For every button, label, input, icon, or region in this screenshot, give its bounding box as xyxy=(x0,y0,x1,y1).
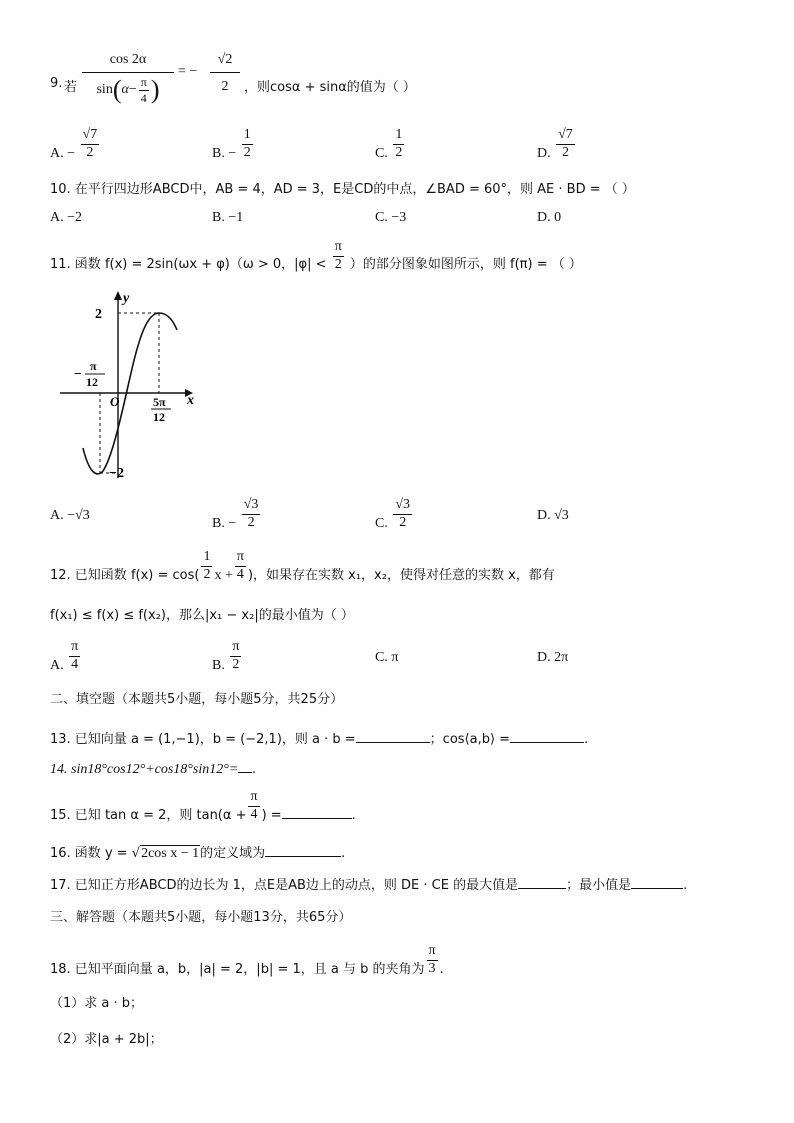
q12-option-b: B. $\frac{\pi}{2}$ xyxy=(212,639,240,674)
q17-text: 17. 已知正方形ABCD的边长为 1，点E是AB边上的动点，则 DE · CE 的最大值是 ；最小值是 . xyxy=(50,878,688,893)
q9-option-b: B. − $\frac{1}{2}$ xyxy=(212,127,251,162)
q9-lead: 若 xyxy=(64,80,78,95)
q9-rhs-fraction: √2 2 xyxy=(210,52,240,95)
origin-label: O xyxy=(110,394,120,409)
q10-options xyxy=(50,210,750,232)
q9-lhs-denominator: sin(α− $\frac{\pi}{4}$ ) xyxy=(96,74,160,105)
q12-line1: 12. 已知函数 f(x) = cos( $\frac{1}{2}$ x + $\frac{\pi}{4}$ )，如果存在实数 x₁，x₂，使得对任意的实数 x，都有 xyxy=(50,549,555,583)
q17-blank-2[interactable] xyxy=(631,888,683,889)
left-mark-sign: − xyxy=(74,367,82,382)
q11-option-b: B. − $\frac{√3}{2}$ xyxy=(212,497,259,532)
q18-text: 18. 已知平面向量 a，b，|a| = 2，|b| = 1，且 a 与 b 的夹角为 $\frac{\pi}{3}$ . xyxy=(50,943,444,977)
q11-graph xyxy=(55,288,205,488)
q13-blank-1[interactable] xyxy=(356,742,430,743)
q11-text: 11. 函数 f(x) = 2sin(ωx + φ)（ω > 0，|φ| < $\frac{\pi}{2}$ ）的部分图象如图所示，则 f(π) = （ ） xyxy=(50,239,582,272)
q10-option-a: A. −2 xyxy=(50,210,83,225)
q15-text: 15. 已知 tan α = 2，则 tan(α + $\frac{\pi}{4}$ ) = . xyxy=(50,789,356,823)
q9-tail: ，则cosα + sinα的值为（ ） xyxy=(244,80,416,95)
q9-equals: = − xyxy=(178,64,198,79)
right-mark-den: 12 xyxy=(153,410,165,424)
q12-option-d: D. 2π xyxy=(537,650,569,665)
q9-number: 9. xyxy=(50,76,63,91)
q13-text: 13. 已知向量 a = (1,−1)，b = (−2,1)，则 a · b = ；cos⟨a,b⟩ = . xyxy=(50,732,589,747)
q18-part-2: （2）求|a + 2b|； xyxy=(50,1032,163,1047)
q11-option-a: A. −√3 xyxy=(50,508,90,523)
y-axis-label: y xyxy=(123,291,130,306)
q11-option-d: D. √3 xyxy=(537,508,569,523)
q12-option-c: C. π xyxy=(375,650,399,665)
section-2-heading: 二、填空题（本题共5小题，每小题5分，共25分） xyxy=(50,692,344,707)
q18-part-1: （1）求 a · b； xyxy=(50,996,144,1011)
section-3-heading: 三、解答题（本题共5小题，每小题13分，共65分） xyxy=(50,910,352,925)
q11-option-c: C. $\frac{√3}{2}$ xyxy=(375,497,411,532)
q17-blank-1[interactable] xyxy=(518,888,566,889)
q13-blank-2[interactable] xyxy=(510,742,584,743)
q9-lhs-numerator: cos 2α xyxy=(82,52,174,73)
q14-text: 14. sin18°cos12°+cos18°sin12°= . xyxy=(50,762,256,777)
q10-option-d: D. 0 xyxy=(537,210,562,225)
q16-text: 16. 函数 y = √2cos x − 1的定义域为 . xyxy=(50,846,346,861)
q12-line2: f(x₁) ≤ f(x) ≤ f(x₂)，那么|x₁ − x₂|的最小值为（ ） xyxy=(50,608,354,623)
q9-option-d: D. $\frac{√7}{2}$ xyxy=(537,127,573,162)
q9-option-a: A. − $\frac{√7}{2}$ xyxy=(50,127,98,162)
q10-option-c: C. −3 xyxy=(375,210,407,225)
ymin-label: −2 xyxy=(109,466,124,481)
left-mark-num: π xyxy=(90,359,97,373)
q11-options xyxy=(50,498,750,542)
q14-blank[interactable] xyxy=(238,772,252,773)
right-mark-num: 5π xyxy=(153,395,166,409)
q12-options xyxy=(50,640,750,684)
q10-option-b: B. −1 xyxy=(212,210,244,225)
x-axis-label: x xyxy=(187,393,194,408)
q9-options xyxy=(50,128,750,172)
q9-lhs-fraction xyxy=(82,52,174,105)
q15-blank[interactable] xyxy=(282,818,352,819)
q10-text: 10. 在平行四边形ABCD中，AB = 4，AD = 3，E是CD的中点，∠BAD = 60°，则 AE · BD = （ ） xyxy=(50,182,635,197)
q16-blank[interactable] xyxy=(265,856,341,857)
y-axis-arrow xyxy=(114,291,122,300)
ymax-label: 2 xyxy=(95,307,102,322)
q9-option-c: C. $\frac{1}{2}$ xyxy=(375,127,403,162)
left-mark-den: 12 xyxy=(86,375,98,389)
q12-option-a: A. $\frac{\pi}{4}$ xyxy=(50,639,79,674)
